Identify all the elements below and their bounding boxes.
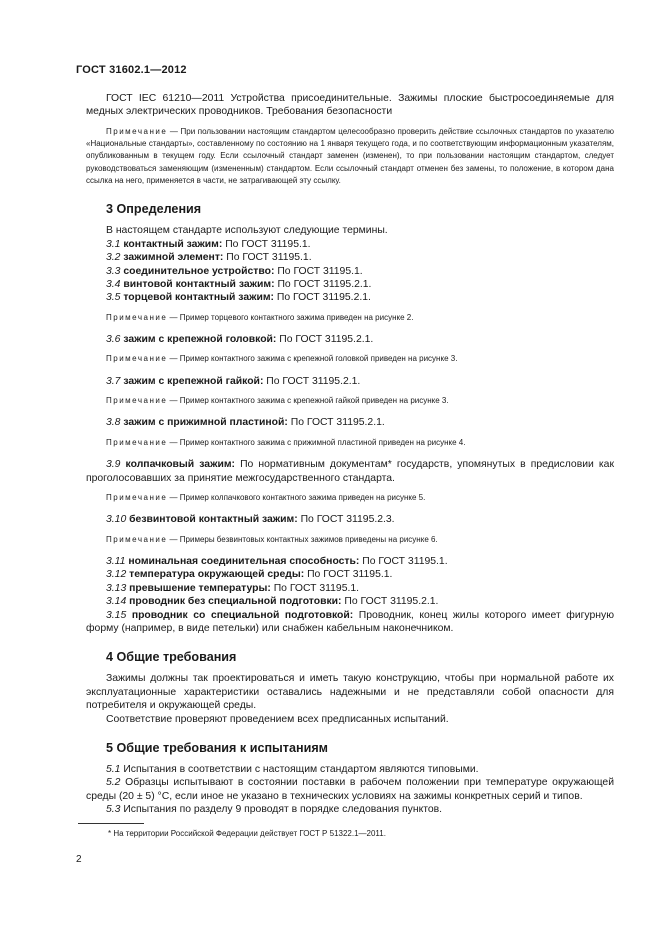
clause-number: 3.8	[106, 417, 121, 429]
section-3-heading: 3 Определения	[106, 202, 202, 217]
footnote: * На территории Российской Федерации действует ГОСТ Р 51322.1—2011.	[108, 829, 386, 838]
clause-number: 3.12	[106, 569, 127, 581]
definition-text: По ГОСТ 31195.2.1.	[277, 278, 372, 290]
note-3-7	[86, 395, 614, 407]
clause-number: 3.13	[106, 582, 127, 594]
note-text: — При пользовании настоящим стандартом целесообразно проверить действие ссылочных стандартов по указателю «Национальные стандарты», составленному по состоянию на 1 января текущего года, и по соответствующим информационным указателям, опубликованным в текущем году. Если ссылочный стандарт заменен (изменен), то при пользовании настоящим стандартом, следует руководствоваться заменяющим (измененным) стандартом. Если ссылочный стандарт отменен без замены, то положение, в котором дана ссылка на него, применяется в части, не затрагивающей эту ссылку.	[86, 126, 614, 185]
clause-number: 3.7	[106, 375, 121, 387]
term: торцевой контактный зажим:	[123, 292, 275, 304]
clause-number: 3.10	[106, 514, 127, 526]
reference-note	[86, 126, 614, 187]
note-text: — Примеры безвинтовых контактных зажимов приведены на рисунке 6.	[169, 534, 438, 544]
definition-3-12	[86, 568, 614, 581]
definition-3-9	[86, 458, 614, 485]
term: зажимной элемент:	[123, 252, 224, 264]
term: колпачковый зажим:	[125, 459, 235, 471]
note-label: Примечание	[106, 396, 168, 406]
note-label: Примечание	[106, 354, 168, 364]
definition-3-8	[86, 416, 614, 429]
clause-text: Образцы испытывают в состоянии поставки в рабочем положении при температуре окружающей среды (20 ± 5) °С, если иное не указано в технических условиях на зажимы конкретных серий и типов.	[86, 777, 615, 802]
term: контактный зажим:	[123, 238, 223, 250]
definition-text: По нормативным документам* государств, упомянутых в предисловии как проголосовавших за принятие межгосударственного стандарта.	[86, 459, 615, 484]
definition-3-5	[86, 291, 614, 304]
term: соединительное устройство:	[123, 265, 275, 277]
page-content	[86, 92, 614, 817]
definition-3-7	[86, 375, 614, 388]
note-text: — Пример контактного зажима с прижимной пластиной приведен на рисунке 4.	[169, 437, 466, 447]
clause-5-1	[86, 763, 614, 776]
clause-number: 3.6	[106, 334, 121, 346]
clause-number: 3.15	[106, 609, 127, 621]
note-label: Примечание	[106, 437, 168, 447]
definition-text: По ГОСТ 31195.1.	[307, 569, 393, 581]
note-3-5	[86, 312, 614, 324]
note-3-10	[86, 534, 614, 546]
definition-text: По ГОСТ 31195.1.	[226, 252, 312, 264]
note-text: — Пример колпачкового контактного зажима приведен на рисунке 5.	[169, 492, 426, 502]
note-3-9	[86, 492, 614, 504]
clause-5-2	[86, 776, 614, 803]
definition-text: По ГОСТ 31195.1.	[277, 265, 363, 277]
clause-text: Испытания по разделу 9 проводят в порядке следования пунктов.	[123, 804, 443, 816]
term: номинальная соединительная способность:	[128, 555, 360, 567]
definition-3-4	[86, 278, 614, 291]
note-text: — Пример контактного зажима с крепежной гайкой приведен на рисунке 3.	[169, 396, 449, 406]
footnote-separator	[78, 823, 144, 824]
term: зажим с прижимной пластиной:	[123, 417, 288, 429]
note-label: Примечание	[106, 312, 168, 322]
section-4-paragraph-1: Зажимы должны так проектироваться и иметь такую конструкцию, чтобы при нормальной работе их эксплуатационные характеристики оставались надежными и не представляли собой опасности для потребителя и окружающей среды.	[86, 673, 614, 712]
definition-text: Проводник, конец жилы которого имеет фигурную форму (например, в виде петельки) или снабжен кабельным наконечником.	[86, 609, 615, 634]
definition-3-14	[86, 595, 614, 608]
term: проводник со специальной подготовкой:	[131, 609, 354, 621]
definition-3-6	[86, 333, 614, 346]
definition-text: По ГОСТ 31195.2.1.	[344, 596, 439, 608]
definition-text: По ГОСТ 31195.1.	[225, 238, 311, 250]
clause-number: 3.9	[106, 459, 121, 471]
clause-number: 3.2	[106, 252, 121, 264]
clause-number: 5.2	[106, 777, 121, 789]
definition-3-3	[86, 265, 614, 278]
clause-number: 3.4	[106, 278, 121, 290]
clause-number: 3.3	[106, 265, 121, 277]
page-number: 2	[76, 854, 82, 865]
definition-text: По ГОСТ 31195.1.	[362, 555, 448, 567]
definition-3-2	[86, 251, 614, 264]
section-4-paragraph-2: Соответствие проверяют проведением всех предписанных испытаний.	[106, 713, 449, 725]
term: зажим с крепежной головкой:	[123, 334, 277, 346]
definition-text: По ГОСТ 31195.2.1.	[279, 334, 374, 346]
clause-number: 3.14	[106, 596, 127, 608]
document-header: ГОСТ 31602.1—2012	[76, 64, 187, 76]
definition-3-11	[86, 555, 614, 568]
section-3-intro: В настоящем стандарте используют следующие термины.	[106, 225, 388, 237]
section-4-heading: 4 Общие требования	[106, 650, 237, 665]
definition-text: По ГОСТ 31195.1.	[273, 582, 360, 594]
clause-5-3	[86, 803, 614, 816]
note-label: Примечание	[106, 534, 168, 544]
section-5-heading: 5 Общие требования к испытаниям	[106, 741, 328, 756]
definition-3-10	[86, 513, 614, 526]
clause-number: 3.11	[106, 555, 126, 567]
clause-number: 3.5	[106, 292, 121, 304]
note-text: — Пример контактного зажима с крепежной головкой приведен на рисунке 3.	[169, 354, 458, 364]
definition-3-13	[86, 582, 614, 595]
definition-text: По ГОСТ 31195.2.3.	[300, 514, 395, 526]
definition-3-15	[86, 609, 614, 636]
note-3-6	[86, 353, 614, 365]
definition-3-1	[86, 238, 614, 251]
term: зажим с крепежной гайкой:	[123, 375, 264, 387]
term: температура окружающей среды:	[129, 569, 305, 581]
term: безвинтовой контактный зажим:	[129, 514, 298, 526]
reference-entry: ГОСТ IEC 61210—2011 Устройства присоединительные. Зажимы плоские быстросоединяемые для медных электрических проводников. Требования безопасности	[86, 93, 614, 118]
note-3-8	[86, 437, 614, 449]
term: винтовой контактный зажим:	[123, 278, 275, 290]
clause-number: 3.1	[106, 238, 121, 250]
clause-text: Испытания в соответствии с настоящим стандартом являются типовыми.	[123, 764, 479, 776]
clause-number: 5.3	[106, 804, 121, 816]
note-label: Примечание	[106, 492, 168, 502]
clause-number: 5.1	[106, 764, 121, 776]
term: проводник без специальной подготовки:	[129, 596, 342, 608]
note-label: Примечание	[106, 126, 168, 136]
definition-text: По ГОСТ 31195.2.1.	[266, 375, 361, 387]
definition-text: По ГОСТ 31195.2.1.	[276, 292, 371, 304]
definition-text: По ГОСТ 31195.2.1.	[290, 417, 385, 429]
note-text: — Пример торцевого контактного зажима приведен на рисунке 2.	[169, 312, 414, 322]
term: превышение температуры:	[129, 582, 271, 594]
